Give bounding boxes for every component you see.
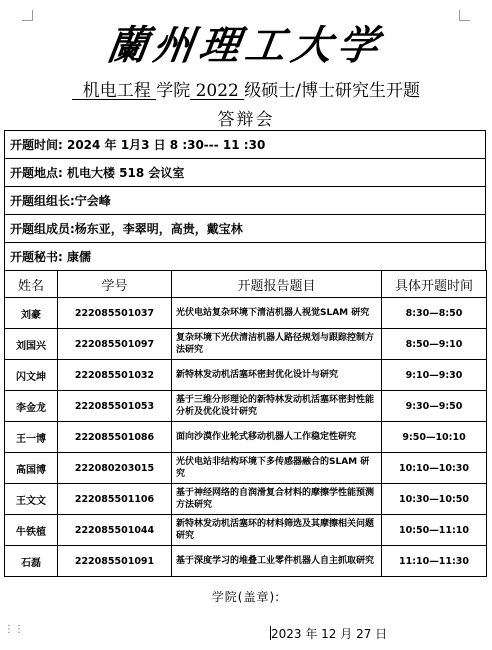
- cell-topic: 新特林发动机活塞环的材料筛选及其摩擦相关问题研究: [172, 515, 382, 546]
- info-time: 开题时间: 2024 年 1月3 日 8 :30--- 11 :30: [4, 130, 486, 158]
- title-rest: 级硕士/博士研究生开题: [244, 81, 421, 101]
- cell-student-id: 222085501032: [58, 360, 172, 391]
- cell-topic: 基于深度学习的堆叠工业零件机器人自主抓取研究: [172, 546, 382, 577]
- cell-topic: 面向沙漠作业轮式移动机器人工作稳定性研究: [172, 422, 382, 453]
- cell-name: 石磊: [5, 546, 58, 577]
- title-year: 2022: [195, 81, 239, 101]
- cell-name: 刘国兴: [5, 329, 58, 360]
- document-subtitle: 答辩会: [217, 110, 275, 130]
- date-line[interactable]: [270, 625, 387, 642]
- cell-student-id: 222085501053: [58, 391, 172, 422]
- cell-time: 9:30—9:50: [382, 391, 487, 422]
- table-row: [5, 546, 487, 577]
- cell-student-id: 222085501086: [58, 422, 172, 453]
- cell-time: 10:30—10:50: [382, 484, 487, 515]
- cell-student-id: 222085501106: [58, 484, 172, 515]
- header-time: 具体开题时间: [382, 271, 487, 298]
- cell-name: 王文文: [5, 484, 58, 515]
- cell-time: 8:30—8:50: [382, 298, 487, 329]
- cell-time: 11:10—11:30: [382, 546, 487, 577]
- university-logo: 蘭州理工大学: [104, 22, 387, 69]
- schedule-table: [4, 270, 487, 577]
- date-text: 2023 年 12 月 27 日: [271, 627, 388, 641]
- cell-topic: 复杂环境下光伏清洁机器人路径规划与跟踪控制方法研究: [172, 329, 382, 360]
- cell-name: 高国博: [5, 453, 58, 484]
- cell-time: 8:50—9:10: [382, 329, 487, 360]
- cell-topic: 光伏电站复杂环境下清洁机器人视觉SLAM 研究: [172, 298, 382, 329]
- table-row: [5, 391, 487, 422]
- cell-student-id: 222080203015: [58, 453, 172, 484]
- title-school: 机电工程: [82, 81, 151, 101]
- document-title: [0, 76, 492, 101]
- info-place: 开题地点: 机电大楼 518 会议室: [4, 158, 486, 186]
- table-header-row: [5, 271, 487, 298]
- drag-handle-icon[interactable]: ⋮⋮: [4, 624, 24, 635]
- cell-name: 牛铁植: [5, 515, 58, 546]
- table-row: [5, 453, 487, 484]
- cell-topic: 基于三维分形理论的新特林发动机活塞环密封性能分析及优化设计研究: [172, 391, 382, 422]
- cell-student-id: 222085501037: [58, 298, 172, 329]
- header-topic: 开题报告题目: [172, 271, 382, 298]
- title-school-suffix: 学院: [156, 81, 191, 101]
- seal-label: 学院(盖章):: [211, 590, 281, 604]
- defense-info-form: [4, 130, 486, 577]
- cell-topic: 光伏电站非结构环境下多传感器融合的SLAM 研究: [172, 453, 382, 484]
- cell-student-id: 222085501044: [58, 515, 172, 546]
- cell-name: 李金龙: [5, 391, 58, 422]
- cell-student-id: 222085501097: [58, 329, 172, 360]
- cell-name: 刘豪: [5, 298, 58, 329]
- table-row: [5, 360, 487, 391]
- table-row: [5, 329, 487, 360]
- cell-topic: 基于神经网络的自润滑复合材料的摩擦学性能预测方法研究: [172, 484, 382, 515]
- cell-time: 9:10—9:30: [382, 360, 487, 391]
- info-leader: 开题组组长:宁会峰: [4, 186, 486, 214]
- header-name: 姓名: [5, 271, 58, 298]
- cell-student-id: 222085501091: [58, 546, 172, 577]
- table-row: [5, 422, 487, 453]
- cell-time: 9:50—10:10: [382, 422, 487, 453]
- cell-time: 10:50—11:10: [382, 515, 487, 546]
- table-row: [5, 484, 487, 515]
- info-secretary: 开题秘书: 康儒: [4, 242, 486, 270]
- header-student-id: 学号: [58, 271, 172, 298]
- cell-name: 闪文坤: [5, 360, 58, 391]
- table-row: [5, 298, 487, 329]
- cell-time: 10:10—10:30: [382, 453, 487, 484]
- table-row: [5, 515, 487, 546]
- cell-topic: 新特林发动机活塞环密封优化设计与研究: [172, 360, 382, 391]
- cell-name: 王一博: [5, 422, 58, 453]
- info-members: 开题组成员:杨东亚，李翠明，高贵，戴宝林: [4, 214, 486, 242]
